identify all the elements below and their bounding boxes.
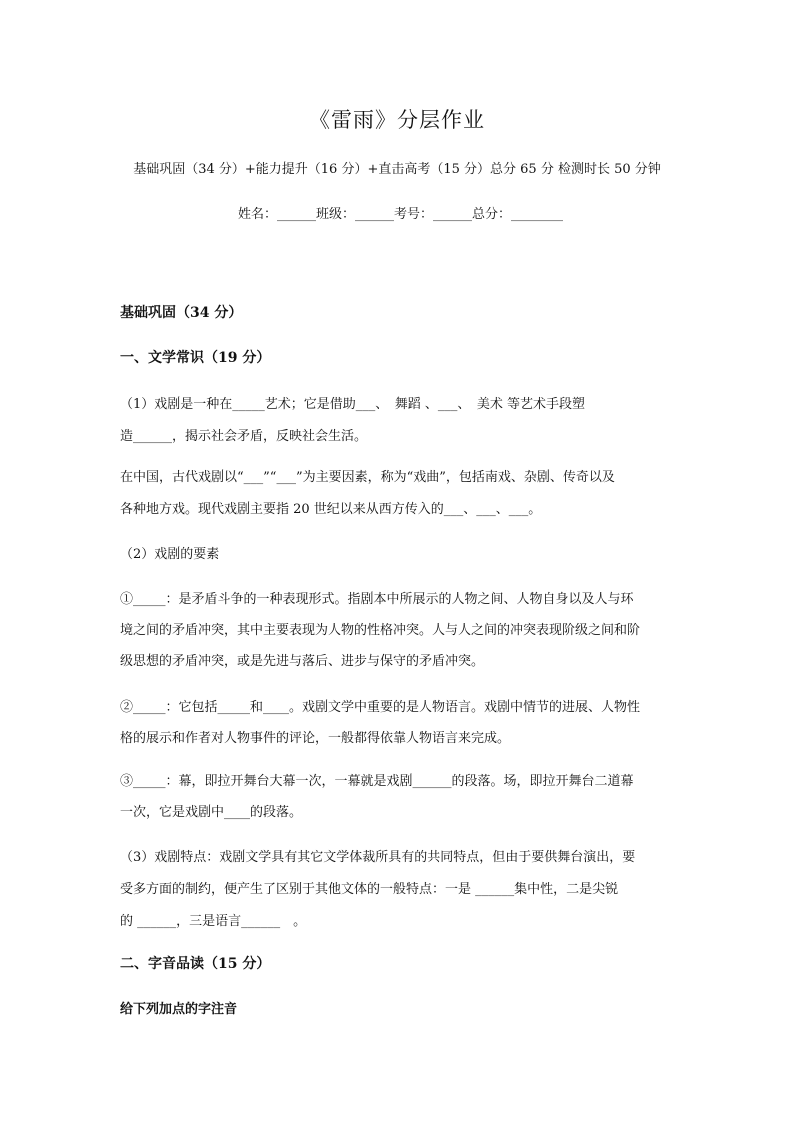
subtitle: 基础巩固（34 分）+能力提升（16 分）+直击高考（15 分）总分 65 分 检测时长 50 分钟 (133, 162, 661, 177)
paragraph-line: 境之间的矛盾冲突，其中主要表现为人物的性格冲突。人与人之间的冲突表现阶级之间和阶 (120, 623, 641, 638)
paragraph-line: 的 ______，三是语言______ 。 (120, 914, 307, 929)
part2-instruction: 给下列加点的字注音 (120, 1002, 238, 1017)
part1-heading: 一、文学常识（19 分） (120, 350, 271, 366)
section-heading-basic: 基础巩固（34 分） (120, 305, 243, 321)
paragraph-line: ①_____：是矛盾斗争的一种表现形式。指剧本中所展示的人物之间、人物自身以及人与环 (120, 592, 634, 607)
paragraph-line: ②_____：它包括_____和____。戏剧文学中重要的是人物语言。戏剧中情节的进展、人物性 (120, 700, 641, 715)
paragraph-line: 在中国，古代戏剧以“___”“___”为主要因素，称为“戏曲”，包括南戏、杂剧、传奇以及 (120, 470, 615, 485)
paragraph-line: 格的展示和作者对人物事件的评论，一般都得依靠人物语言来完成。 (120, 731, 511, 746)
part2-heading: 二、字音品读（15 分） (120, 956, 271, 972)
paragraph-line: （3）戏剧特点：戏剧文学具有其它文学体裁所具有的共同特点，但由于要供舞台演出，要 (120, 850, 636, 865)
paragraph-line: 受多方面的制约，便产生了区别于其他文体的一般特点：一是 ______集中性，二是尖锐 (120, 882, 619, 897)
page-title: 《雷雨》分层作业 (309, 108, 485, 132)
paragraph-line: 造______，揭示社会矛盾，反映社会生活。 (120, 429, 368, 444)
paragraph-line: （1）戏剧是一种在_____艺术；它是借助___、 舞蹈 、___、 美术 等艺术手段塑 (120, 397, 586, 412)
paragraph-line: 一次，它是戏剧中____的段落。 (120, 805, 303, 820)
paragraph-line: 各种地方戏。现代戏剧主要指 20 世纪以来从西方传入的___、___、___。 (120, 502, 542, 517)
paragraph-line: ③_____：幕，即拉开舞台大幕一次，一幕就是戏剧______的段落。场，即拉开舞台二道幕 (120, 774, 634, 789)
student-info-line: 姓名：______班级：______考号：______总分：________ (238, 207, 564, 222)
paragraph-line: （2）戏剧的要素 (120, 547, 220, 562)
paragraph-line: 级思想的矛盾冲突，或是先进与落后、进步与保守的矛盾冲突。 (120, 654, 485, 669)
